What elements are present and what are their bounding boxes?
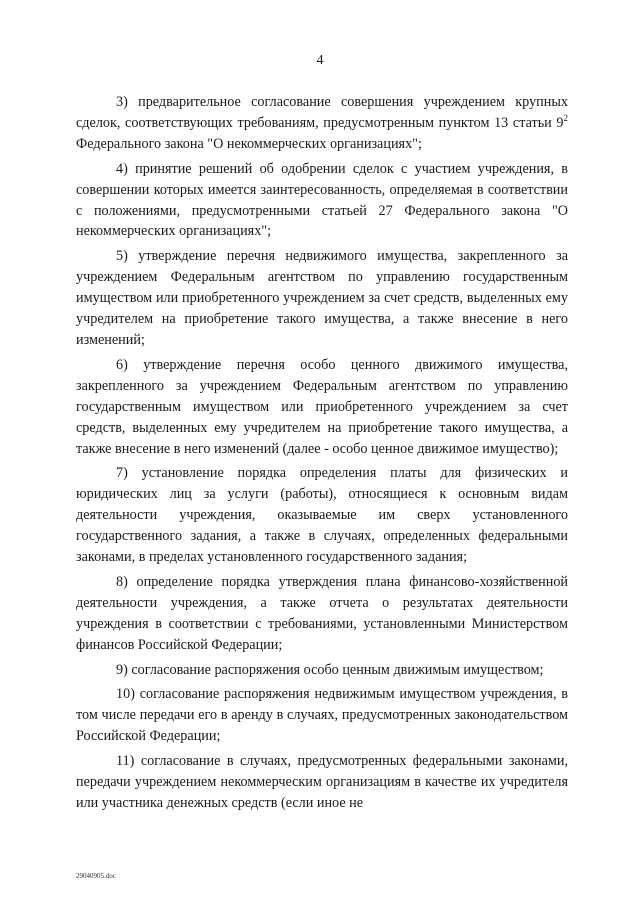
paragraph-9: 9) согласование распоряжения особо ценным движимым имуществом; xyxy=(116,661,544,678)
paragraph-4: 4) принятие решений об одобрении сделок с участием учреждения, в совершении которых имеется заинтересованность, определяемая в соответствии с положениями, предусмотренными статьей 27 Федерального закона "О некоммерческих организациях"; xyxy=(76,160,568,240)
file-name-footer: 29040905.doc xyxy=(76,872,116,880)
paragraph-tail: Федерального закона "О некоммерческих организациях"; xyxy=(76,135,422,152)
paragraph-5: 5) утверждение перечня недвижимого имущества, закрепленного за учреждением Федеральным агентством по управлению государственным имуществом или приобретенного учреждением за счет средств, выделенных ему учредителем на приобретение такого имущества, а также внесение в него изменений; xyxy=(76,248,568,348)
paragraph-text: 3) предварительное согласование совершения учреждением крупных сделок, соответствующих требованиям, предусмотренным пунктом 13 статьи 9 xyxy=(76,94,568,131)
document-body xyxy=(76,92,568,818)
paragraph-10: 10) согласование распоряжения недвижимым имуществом учреждения, в том числе передачи его в аренду в случаях, предусмотренных законодательством Российской Федерации; xyxy=(76,686,568,745)
paragraph-8: 8) определение порядка утверждения плана финансово-хозяйственной деятельности учреждения, а также отчета о результатах деятельности учреждения в соответствии с требованиями, установленными Министерством финансов Российской Федерации; xyxy=(76,573,568,653)
superscript: 2 xyxy=(563,112,568,123)
paragraph-3 xyxy=(76,92,568,155)
paragraph-7: 7) установление порядка определения платы для физических и юридических лиц за услуги (работы), относящиеся к основным видам деятельности учреждения, оказываемые им сверх установленного государственного задания, а также в случаях, определенных федеральными законами, в пределах установленного государственного задания; xyxy=(76,465,568,566)
page-number: 4 xyxy=(316,53,324,68)
paragraph-6: 6) утверждение перечня особо ценного движимого имущества, закрепленного за учреждением Федеральным агентством по управлению государственным имуществом или приобретенного учреждением за счет средств, выделенных ему учредителем на приобретение такого имущества, а также внесение в него изменений (далее - особо ценное движимое имущество); xyxy=(76,356,568,457)
paragraph-11: 11) согласование в случаях, предусмотренных федеральными законами, передачи учреждением некоммерческим организациям в качестве их учредителя или участника денежных средств (если иное не xyxy=(76,753,568,811)
